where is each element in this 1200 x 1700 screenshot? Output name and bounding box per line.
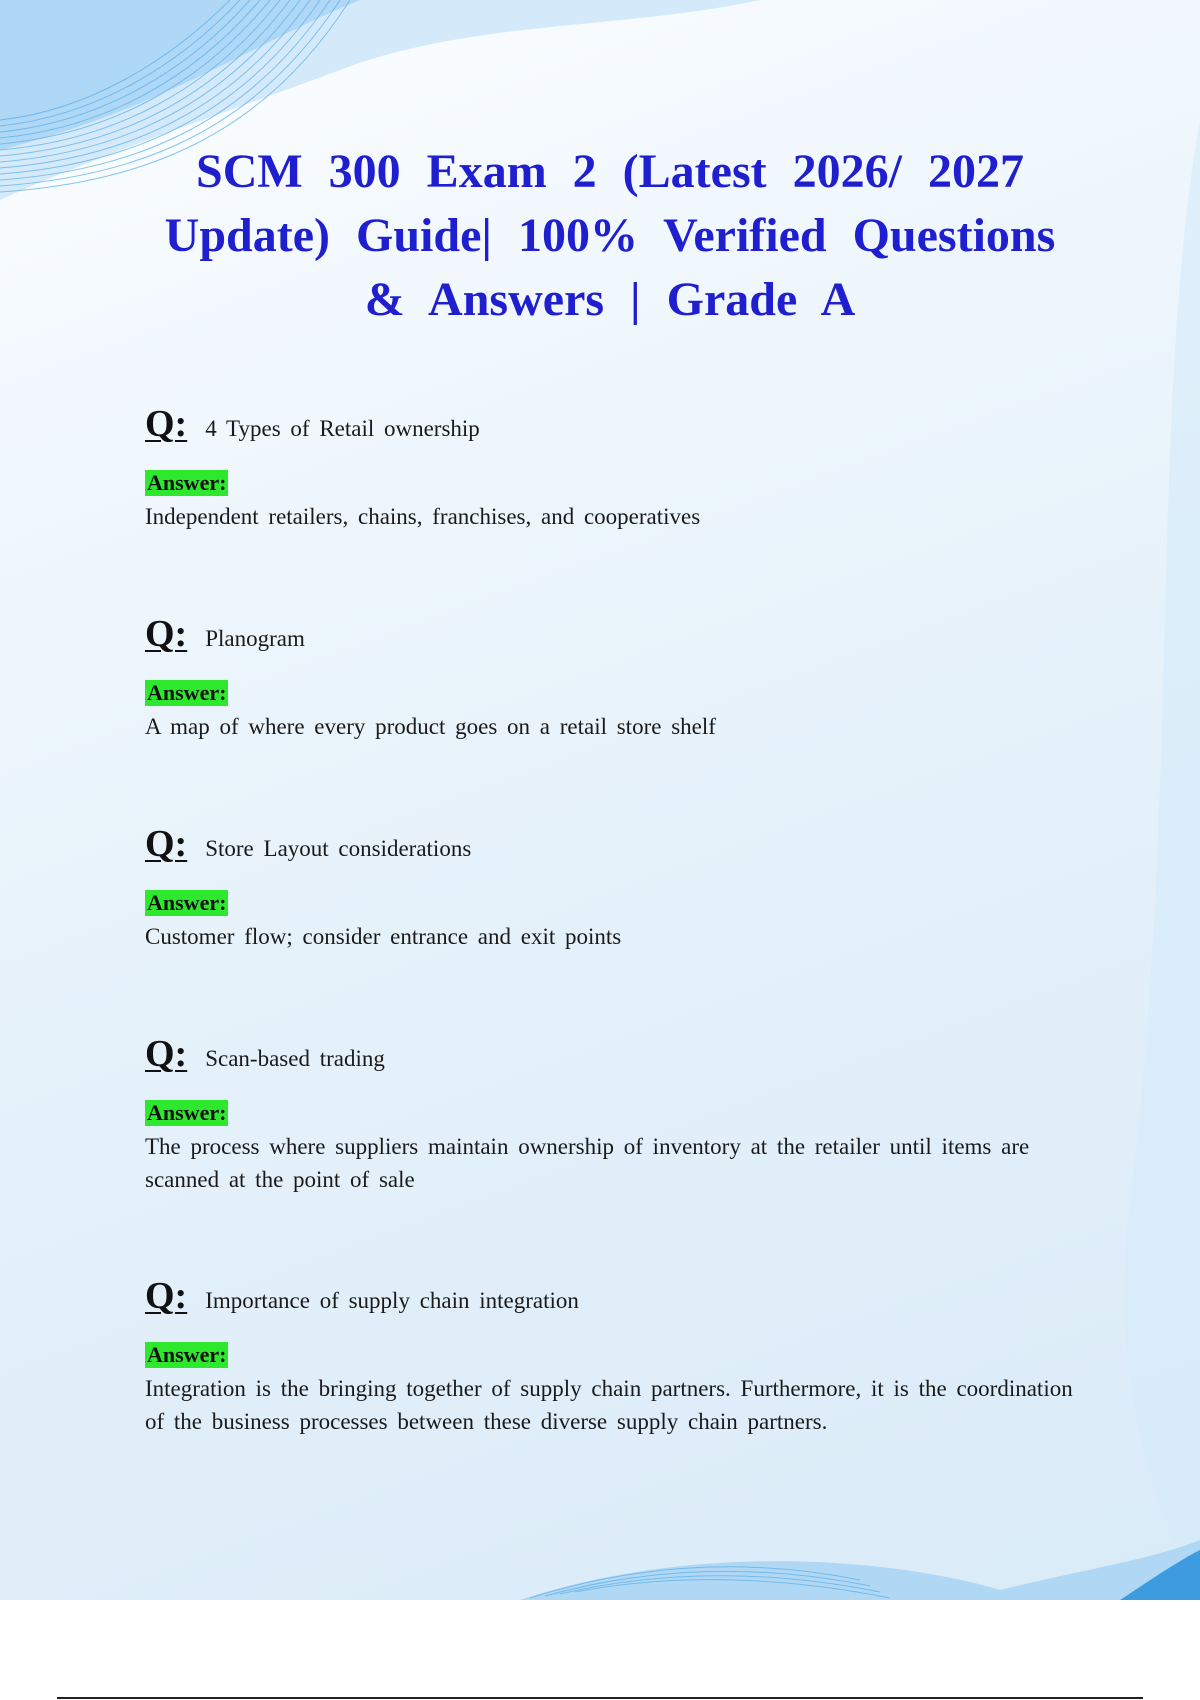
qa-item xyxy=(145,1032,1075,1196)
question-label: Q: xyxy=(145,1033,188,1075)
answer-text: A map of where every product goes on a retail store shelf xyxy=(145,714,716,739)
answer-label: Answer: xyxy=(147,1342,227,1367)
question-text: Scan-based trading xyxy=(205,1046,385,1071)
answer-label: Answer: xyxy=(147,890,227,915)
qa-item xyxy=(145,612,1075,743)
question-text: 4 Types of Retail ownership xyxy=(205,416,480,441)
document-title: SCM 300 Exam 2 (Latest 2026/ 2027 Update) Guide| 100% Verified Questions & Answers | Grade A xyxy=(164,145,1056,326)
footer-divider xyxy=(57,1697,1143,1699)
question-text: Importance of supply chain integration xyxy=(205,1288,579,1313)
qa-item xyxy=(145,402,1075,533)
question-row xyxy=(145,612,1075,656)
answer-text: Customer flow; consider entrance and exit points xyxy=(145,924,622,949)
answer-text: Independent retailers, chains, franchises, and cooperatives xyxy=(145,504,701,529)
answer-text: The process where suppliers maintain ownership of inventory at the retailer until items are scanned at the point of sale xyxy=(145,1134,1030,1192)
answer-label: Answer: xyxy=(147,680,227,705)
answer-label: Answer: xyxy=(147,1100,227,1125)
question-text: Planogram xyxy=(205,626,305,651)
question-text: Store Layout considerations xyxy=(205,836,472,861)
qa-item xyxy=(145,1274,1075,1438)
qa-item xyxy=(145,822,1075,953)
question-row xyxy=(145,1274,1075,1318)
answer-text: Integration is the bringing together of supply chain partners. Furthermore, it is the coordination of the business processes between these diverse supply chain partners. xyxy=(145,1376,1073,1434)
answer-label: Answer: xyxy=(147,470,227,495)
question-label: Q: xyxy=(145,613,188,655)
question-row xyxy=(145,1032,1075,1076)
question-label: Q: xyxy=(145,1275,188,1317)
question-row xyxy=(145,822,1075,866)
question-label: Q: xyxy=(145,403,188,445)
question-label: Q: xyxy=(145,823,188,865)
question-row xyxy=(145,402,1075,446)
